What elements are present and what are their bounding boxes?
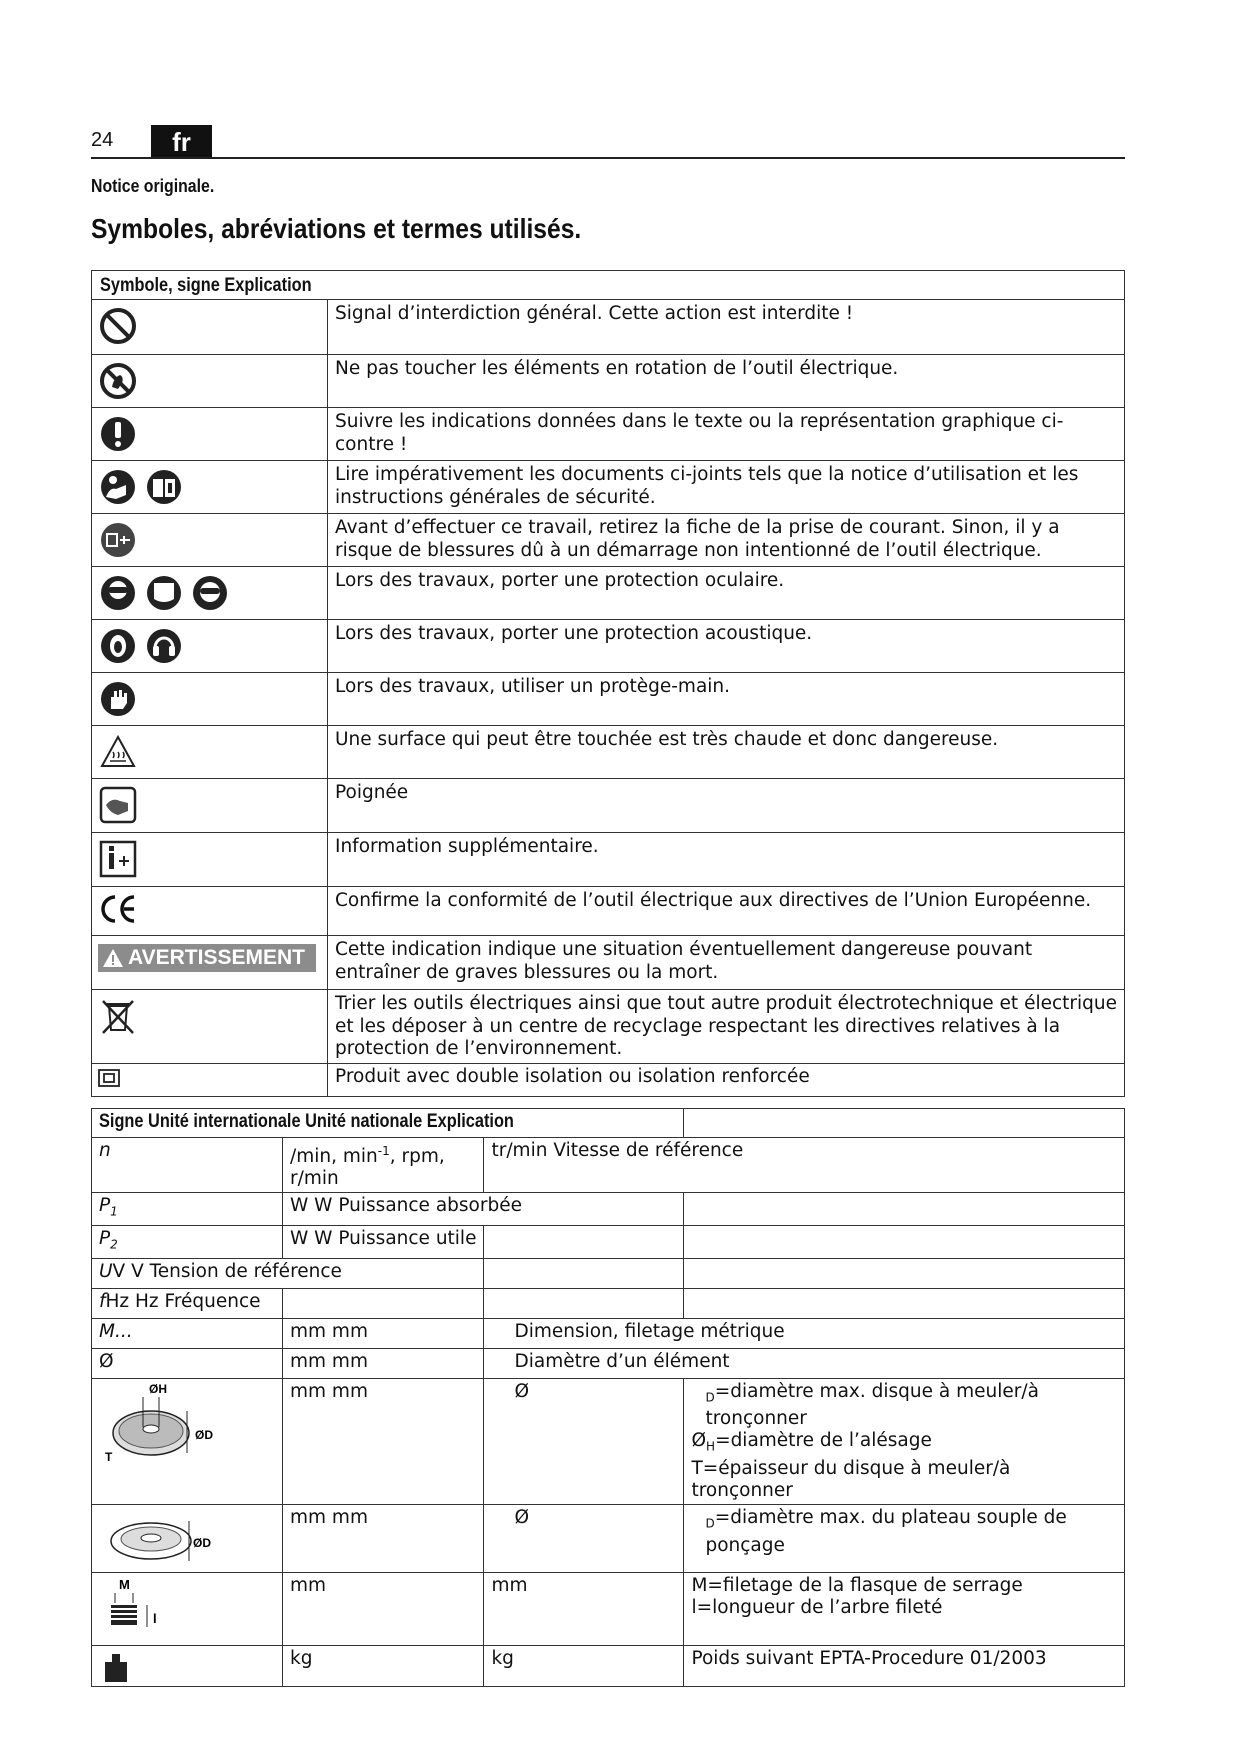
header-rule (91, 157, 1125, 159)
table-row: Ø mm mm Diamètre d’un élément (92, 1348, 1125, 1378)
page-number: 24 (91, 129, 114, 151)
hand-protection-icon (98, 679, 138, 719)
page-title: Symboles, abréviations et termes utilisés. (91, 213, 582, 244)
warning-label: AVERTISSEMENT (98, 944, 316, 972)
table-row: fHz Hz Fréquence (92, 1288, 1125, 1318)
weight-icon (103, 1652, 129, 1684)
units-table (91, 1108, 1125, 1687)
prohibition-icon (98, 306, 138, 346)
svg-text:l: l (153, 1610, 157, 1626)
symbol-explanation: Produit avec double isolation ou isolation renforcée (328, 1063, 1125, 1096)
symbol-explanation: Poignée (328, 779, 1125, 833)
mandatory-action-icon (98, 414, 138, 454)
svg-text:T: T (105, 1449, 113, 1464)
svg-text:ØH: ØH (149, 1381, 167, 1396)
hot-surface-icon (98, 732, 138, 772)
symbol-explanation: Signal d’interdiction général. Cette action est interdite ! (328, 300, 1125, 355)
language-badge: fr (151, 125, 212, 158)
symbol-explanation: Ne pas toucher les éléments en rotation de l’outil électrique. (328, 355, 1125, 408)
unplug-icon (98, 520, 138, 560)
symbols-table (91, 270, 1125, 1097)
double-insulation-icon (98, 1069, 120, 1087)
table-row: $P_2$ W W Puissance utile (92, 1225, 1125, 1258)
face-shield-icon (144, 573, 184, 613)
weee-bin-icon (98, 996, 138, 1036)
svg-text:ØD: ØD (195, 1427, 213, 1442)
warning-triangle-icon (102, 948, 124, 968)
read-manual-icon (98, 467, 138, 507)
notice-label: Notice originale. (91, 176, 215, 196)
handle-icon (98, 785, 138, 825)
table-row: ØH ØD T mm mm Ø $_D$=diamètre max. disque à meuler/à tronçonner $Ø_H=diamètre$ de l’alésage T=épaisseur du disque à meuler/à tronçonner (92, 1378, 1125, 1504)
table-row: M... mm mm Dimension, filetage métrique (92, 1318, 1125, 1348)
symbols-table-header: Symbole, signe Explication (92, 271, 1125, 300)
sanding-pad-diagram (103, 1507, 223, 1569)
symbol-explanation: Trier les outils électriques ainsi que tout autre produit électrotechnique et électrique et les déposer à un centre de recyclage respectant les directives relatives à la protection de l’environnement. (328, 990, 1125, 1064)
symbol-explanation: Une surface qui peut être touchée est très chaude et donc dangereuse. (328, 726, 1125, 779)
table-row: UV V Tension de référence (92, 1258, 1125, 1288)
svg-text:ØD: ØD (193, 1535, 211, 1550)
symbol-explanation: Information supplémentaire. (328, 833, 1125, 887)
symbol-explanation: Cette indication indique une situation éventuellement dangereuse pouvant entraîner de graves blessures ou la mort. (328, 936, 1125, 990)
symbol-explanation: Lors des travaux, porter une protection acoustique. (328, 620, 1125, 673)
table-row: ØD mm mm Ø $_D$=diamètre max. du plateau souple de ponçage (92, 1504, 1125, 1572)
table-row: kg kg Poids suivant EPTA-Procedure 01/2003 (92, 1645, 1125, 1686)
symbol-explanation: Avant d’effectuer ce travail, retirez la fiche de la prise de courant. Sinon, il y a risque de blessures dû à un démarrage non intentionné de l’outil électrique. (328, 514, 1125, 567)
do-not-touch-rotating-icon (98, 361, 138, 401)
symbol-explanation: Lors des travaux, porter une protection oculaire. (328, 567, 1125, 620)
table-row: $P_1$ W W Puissance absorbée (92, 1193, 1125, 1226)
ce-mark-icon (98, 889, 138, 929)
svg-text:M: M (119, 1576, 130, 1592)
symbol-explanation: Lors des travaux, utiliser un protège-main. (328, 673, 1125, 726)
ear-protection-icon (98, 626, 138, 666)
table-row: M l mm mm M=filetage de la flasque de serrage l=longueur de l’arbre fileté (92, 1572, 1125, 1645)
symbol-explanation: Suivre les indications données dans le texte ou la représentation graphique ci-contre ! (328, 408, 1125, 461)
manual-book-icon (144, 467, 184, 507)
info-plus-icon (98, 839, 138, 879)
eye-protection-icon (98, 573, 138, 613)
symbol-explanation: Lire impérativement les documents ci-joints tels que la notice d’utilisation et les instructions générales de sécurité. (328, 461, 1125, 514)
goggles-icon (190, 573, 230, 613)
grinding-disc-diagram (103, 1381, 223, 1465)
symbol-explanation: Confirme la conformité de l’outil électrique aux directives de l’Union Européenne. (328, 887, 1125, 936)
ear-muffs-icon (144, 626, 184, 666)
thread-diagram (103, 1575, 173, 1641)
units-table-header: Signe Unité internationale Unité nationale Explication (92, 1109, 684, 1138)
table-row: n /min, $\min^{-1}$, rpm, r/min tr/min Vitesse de référence (92, 1138, 1125, 1193)
